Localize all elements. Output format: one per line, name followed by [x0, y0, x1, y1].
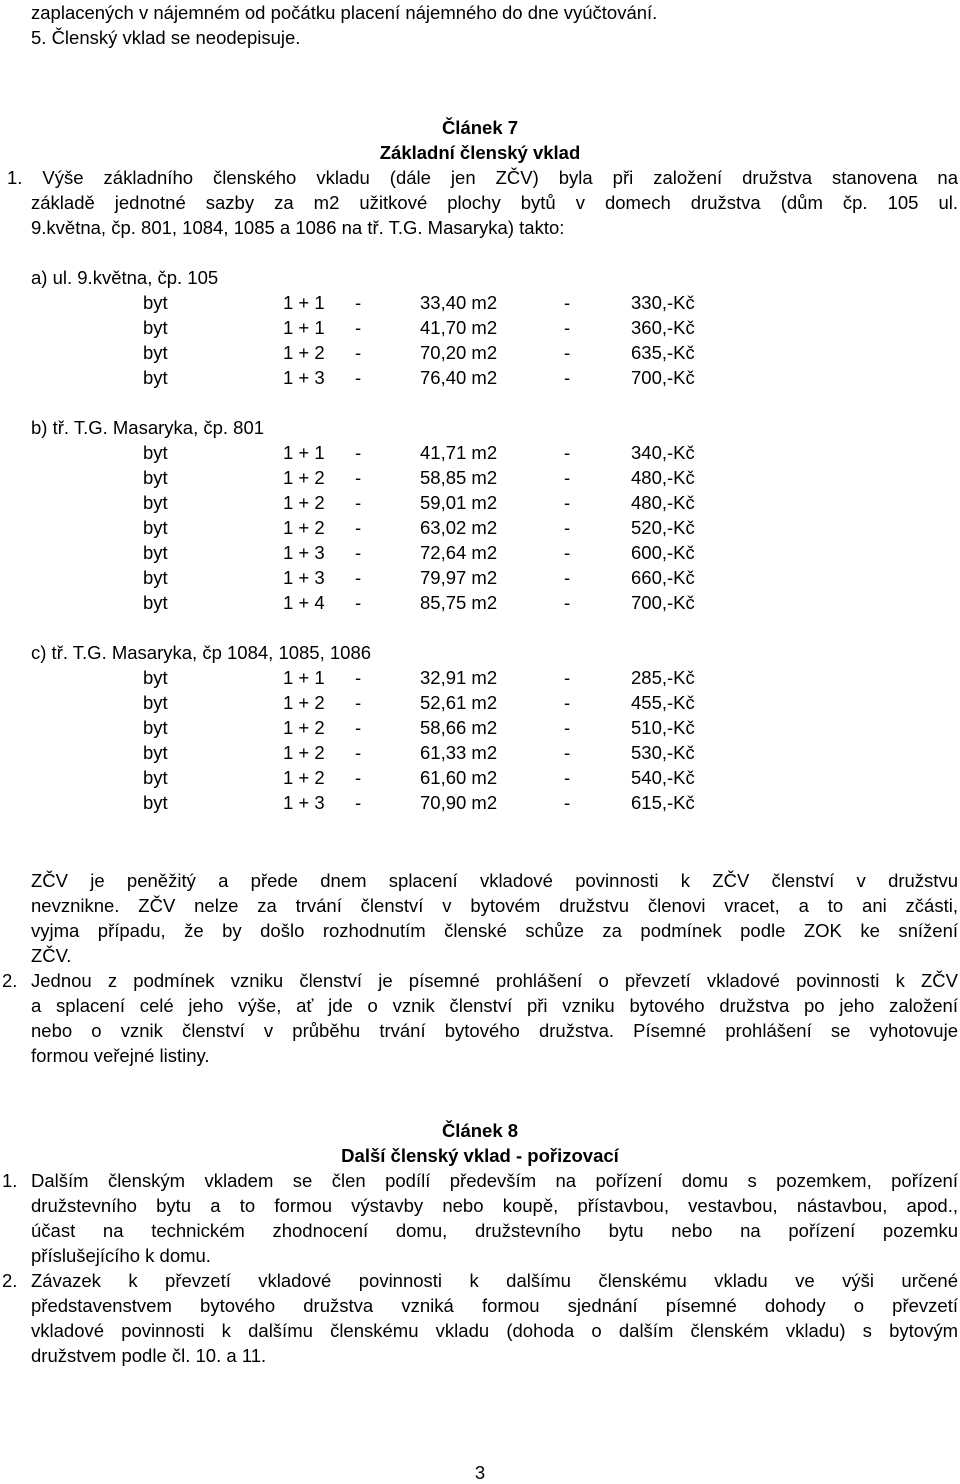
apartment-rooms: 1 + 2: [283, 717, 325, 738]
contribution-amount: 340,-Kč: [631, 442, 695, 463]
group-label: a) ul. 9.května, čp. 105: [31, 267, 219, 288]
table-row: [0, 442, 960, 464]
article-7-p2-line-3: nebo o vznik členství v průběhu trvání bytového družstva. Písemné prohlášení se vyhotovuje: [31, 1020, 958, 1041]
article-7-heading: Článek 7: [441, 117, 519, 138]
contribution-amount: 615,-Kč: [631, 792, 695, 813]
separator-dash: -: [355, 542, 362, 563]
article-7-p1-line-1: 1. Výše základního členského vkladu (dále jen ZČV) byla při založení družstva stanovena na: [7, 167, 958, 188]
apartment-area: 79,97 m2: [420, 567, 498, 588]
apartment-type: byt: [143, 367, 168, 388]
article-7-title: Základní členský vklad: [379, 142, 581, 163]
separator-dash: -: [355, 592, 362, 613]
apartment-area: 41,70 m2: [420, 317, 498, 338]
contribution-amount: 600,-Kč: [631, 542, 695, 563]
article-8-p2-line-1: Závazek k převzetí vkladové povinnosti k dalšímu členskému vkladu ve výši určené: [31, 1270, 958, 1291]
zcv-paragraph-line-1: ZČV je peněžitý a přede dnem splacení vkladové povinnosti k ZČV členství v družstvu: [31, 870, 958, 891]
separator-dash: -: [564, 542, 571, 563]
apartment-rooms: 1 + 2: [283, 767, 325, 788]
table-row: [0, 692, 960, 714]
separator-dash: -: [355, 567, 362, 588]
apartment-area: 58,66 m2: [420, 717, 498, 738]
apartment-rooms: 1 + 2: [283, 342, 325, 363]
apartment-rooms: 1 + 1: [283, 292, 325, 313]
apartment-area: 70,20 m2: [420, 342, 498, 363]
apartment-type: byt: [143, 767, 168, 788]
article-7-p2-line-2: a splacení celé jeho výše, ať jde o vznik členství při vzniku bytového družstva po jeho založení: [31, 995, 958, 1016]
separator-dash: -: [564, 492, 571, 513]
separator-dash: -: [355, 317, 362, 338]
apartment-type: byt: [143, 467, 168, 488]
table-row: [0, 567, 960, 589]
apartment-rooms: 1 + 2: [283, 467, 325, 488]
separator-dash: -: [564, 792, 571, 813]
apartment-area: 85,75 m2: [420, 592, 498, 613]
separator-dash: -: [355, 342, 362, 363]
apartment-rooms: 1 + 2: [283, 492, 325, 513]
separator-dash: -: [564, 367, 571, 388]
separator-dash: -: [355, 467, 362, 488]
apartment-type: byt: [143, 442, 168, 463]
separator-dash: -: [355, 717, 362, 738]
apartment-area: 61,60 m2: [420, 767, 498, 788]
article-8-p2-line-2: představenstvem bytového družstva vzniká formou sjednání písemné dohody o převzetí: [31, 1295, 958, 1316]
apartment-area: 61,33 m2: [420, 742, 498, 763]
table-row: [0, 367, 960, 389]
article-7-p2-line-1: Jednou z podmínek vzniku členství je písemné prohlášení o převzetí vkladové povinnosti k ZČV: [31, 970, 958, 991]
table-row: [0, 592, 960, 614]
contribution-amount: 510,-Kč: [631, 717, 695, 738]
article-8-p1-line-3: účast na technickém zhodnocení domu, družstevního bytu nebo na pořízení pozemku: [31, 1220, 958, 1241]
intro-line-2: 5. Členský vklad se neodepisuje.: [31, 27, 301, 48]
contribution-amount: 635,-Kč: [631, 342, 695, 363]
intro-line-1: zaplacených v nájemném od počátku placení nájemného do dne vyúčtování.: [31, 2, 658, 23]
apartment-area: 63,02 m2: [420, 517, 498, 538]
apartment-area: 52,61 m2: [420, 692, 498, 713]
table-row: [0, 667, 960, 689]
table-row: [0, 292, 960, 314]
separator-dash: -: [564, 592, 571, 613]
separator-dash: -: [355, 767, 362, 788]
separator-dash: -: [355, 492, 362, 513]
separator-dash: -: [564, 567, 571, 588]
apartment-rooms: 1 + 3: [283, 367, 325, 388]
apartment-rooms: 1 + 1: [283, 317, 325, 338]
separator-dash: -: [564, 692, 571, 713]
zcv-paragraph-line-3: vyjma případu, že by došlo rozhodnutím členské schůze za podmínek podle ZOK ke snížení: [31, 920, 958, 941]
separator-dash: -: [355, 367, 362, 388]
contribution-amount: 455,-Kč: [631, 692, 695, 713]
contribution-amount: 520,-Kč: [631, 517, 695, 538]
table-row: [0, 467, 960, 489]
article-7-p1-line-2: základě jednotné sazby za m2 užitkové plochy bytů v domech družstva (dům čp. 105 ul.: [31, 192, 958, 213]
apartment-rooms: 1 + 4: [283, 592, 325, 613]
apartment-rooms: 1 + 3: [283, 792, 325, 813]
table-row: [0, 542, 960, 564]
separator-dash: -: [564, 342, 571, 363]
table-row: [0, 517, 960, 539]
article-8-p1-line-4: příslušejícího k domu.: [31, 1245, 211, 1266]
separator-dash: -: [564, 292, 571, 313]
contribution-amount: 360,-Kč: [631, 317, 695, 338]
contribution-amount: 700,-Kč: [631, 367, 695, 388]
separator-dash: -: [355, 692, 362, 713]
apartment-type: byt: [143, 517, 168, 538]
separator-dash: -: [355, 517, 362, 538]
contribution-amount: 330,-Kč: [631, 292, 695, 313]
separator-dash: -: [355, 792, 362, 813]
apartment-type: byt: [143, 317, 168, 338]
apartment-type: byt: [143, 717, 168, 738]
apartment-area: 59,01 m2: [420, 492, 498, 513]
separator-dash: -: [564, 467, 571, 488]
apartment-rooms: 1 + 1: [283, 442, 325, 463]
article-8-heading: Článek 8: [441, 1120, 519, 1141]
apartment-type: byt: [143, 592, 168, 613]
apartment-rooms: 1 + 3: [283, 542, 325, 563]
apartment-type: byt: [143, 742, 168, 763]
separator-dash: -: [355, 667, 362, 688]
contribution-amount: 540,-Kč: [631, 767, 695, 788]
article-7-p2-number: 2.: [2, 970, 18, 991]
separator-dash: -: [355, 742, 362, 763]
table-row: [0, 792, 960, 814]
contribution-amount: 700,-Kč: [631, 592, 695, 613]
article-8-p1-number: 1.: [2, 1170, 18, 1191]
apartment-area: 41,71 m2: [420, 442, 498, 463]
separator-dash: -: [564, 767, 571, 788]
apartment-type: byt: [143, 567, 168, 588]
apartment-area: 33,40 m2: [420, 292, 498, 313]
article-7-p1-line-3: 9.května, čp. 801, 1084, 1085 a 1086 na tř. T.G. Masaryka) takto:: [31, 217, 565, 238]
contribution-amount: 480,-Kč: [631, 492, 695, 513]
apartment-rooms: 1 + 3: [283, 567, 325, 588]
contribution-amount: 530,-Kč: [631, 742, 695, 763]
apartment-rooms: 1 + 2: [283, 517, 325, 538]
article-8-p2-line-4: družstvem podle čl. 10. a 11.: [31, 1345, 267, 1366]
article-8-p2-number: 2.: [2, 1270, 18, 1291]
article-8-p2-line-3: vkladové povinnosti k dalšímu členskému vkladu (dohoda o dalším členském vkladu) s bytovým: [31, 1320, 958, 1341]
contribution-amount: 480,-Kč: [631, 467, 695, 488]
apartment-area: 72,64 m2: [420, 542, 498, 563]
table-row: [0, 492, 960, 514]
apartment-rooms: 1 + 2: [283, 742, 325, 763]
apartment-type: byt: [143, 542, 168, 563]
apartment-area: 32,91 m2: [420, 667, 498, 688]
separator-dash: -: [564, 717, 571, 738]
apartment-type: byt: [143, 292, 168, 313]
apartment-type: byt: [143, 342, 168, 363]
contribution-amount: 285,-Kč: [631, 667, 695, 688]
article-7-p2-line-4: formou veřejné listiny.: [31, 1045, 210, 1066]
contribution-amount: 660,-Kč: [631, 567, 695, 588]
table-row: [0, 342, 960, 364]
separator-dash: -: [564, 317, 571, 338]
separator-dash: -: [564, 742, 571, 763]
separator-dash: -: [564, 517, 571, 538]
article-8-p1-line-2: družstevního bytu a to formou výstavby nebo koupě, přístavbou, vestavbou, nástavbou, apod.,: [31, 1195, 958, 1216]
separator-dash: -: [564, 442, 571, 463]
apartment-area: 76,40 m2: [420, 367, 498, 388]
zcv-paragraph-line-2: nevznikne. ZČV nelze za trvání členství v bytovém družstvu členovi vracet, a to ani zčásti,: [31, 895, 958, 916]
apartment-area: 70,90 m2: [420, 792, 498, 813]
article-8-title: Další členský vklad - pořizovací: [341, 1145, 619, 1166]
apartment-type: byt: [143, 492, 168, 513]
group-label: c) tř. T.G. Masaryka, čp 1084, 1085, 1086: [31, 642, 372, 663]
group-label: b) tř. T.G. Masaryka, čp. 801: [31, 417, 265, 438]
apartment-rooms: 1 + 2: [283, 692, 325, 713]
table-row: [0, 767, 960, 789]
article-8-p1-line-1: Dalším členským vkladem se člen podílí především na pořízení domu s pozemkem, pořízení: [31, 1170, 958, 1191]
zcv-paragraph-line-4: ZČV.: [31, 945, 72, 966]
apartment-type: byt: [143, 667, 168, 688]
apartment-type: byt: [143, 692, 168, 713]
separator-dash: -: [355, 292, 362, 313]
apartment-type: byt: [143, 792, 168, 813]
table-row: [0, 742, 960, 764]
separator-dash: -: [355, 442, 362, 463]
apartment-rooms: 1 + 1: [283, 667, 325, 688]
apartment-area: 58,85 m2: [420, 467, 498, 488]
table-row: [0, 317, 960, 339]
page-number: 3: [474, 1462, 486, 1483]
table-row: [0, 717, 960, 739]
separator-dash: -: [564, 667, 571, 688]
